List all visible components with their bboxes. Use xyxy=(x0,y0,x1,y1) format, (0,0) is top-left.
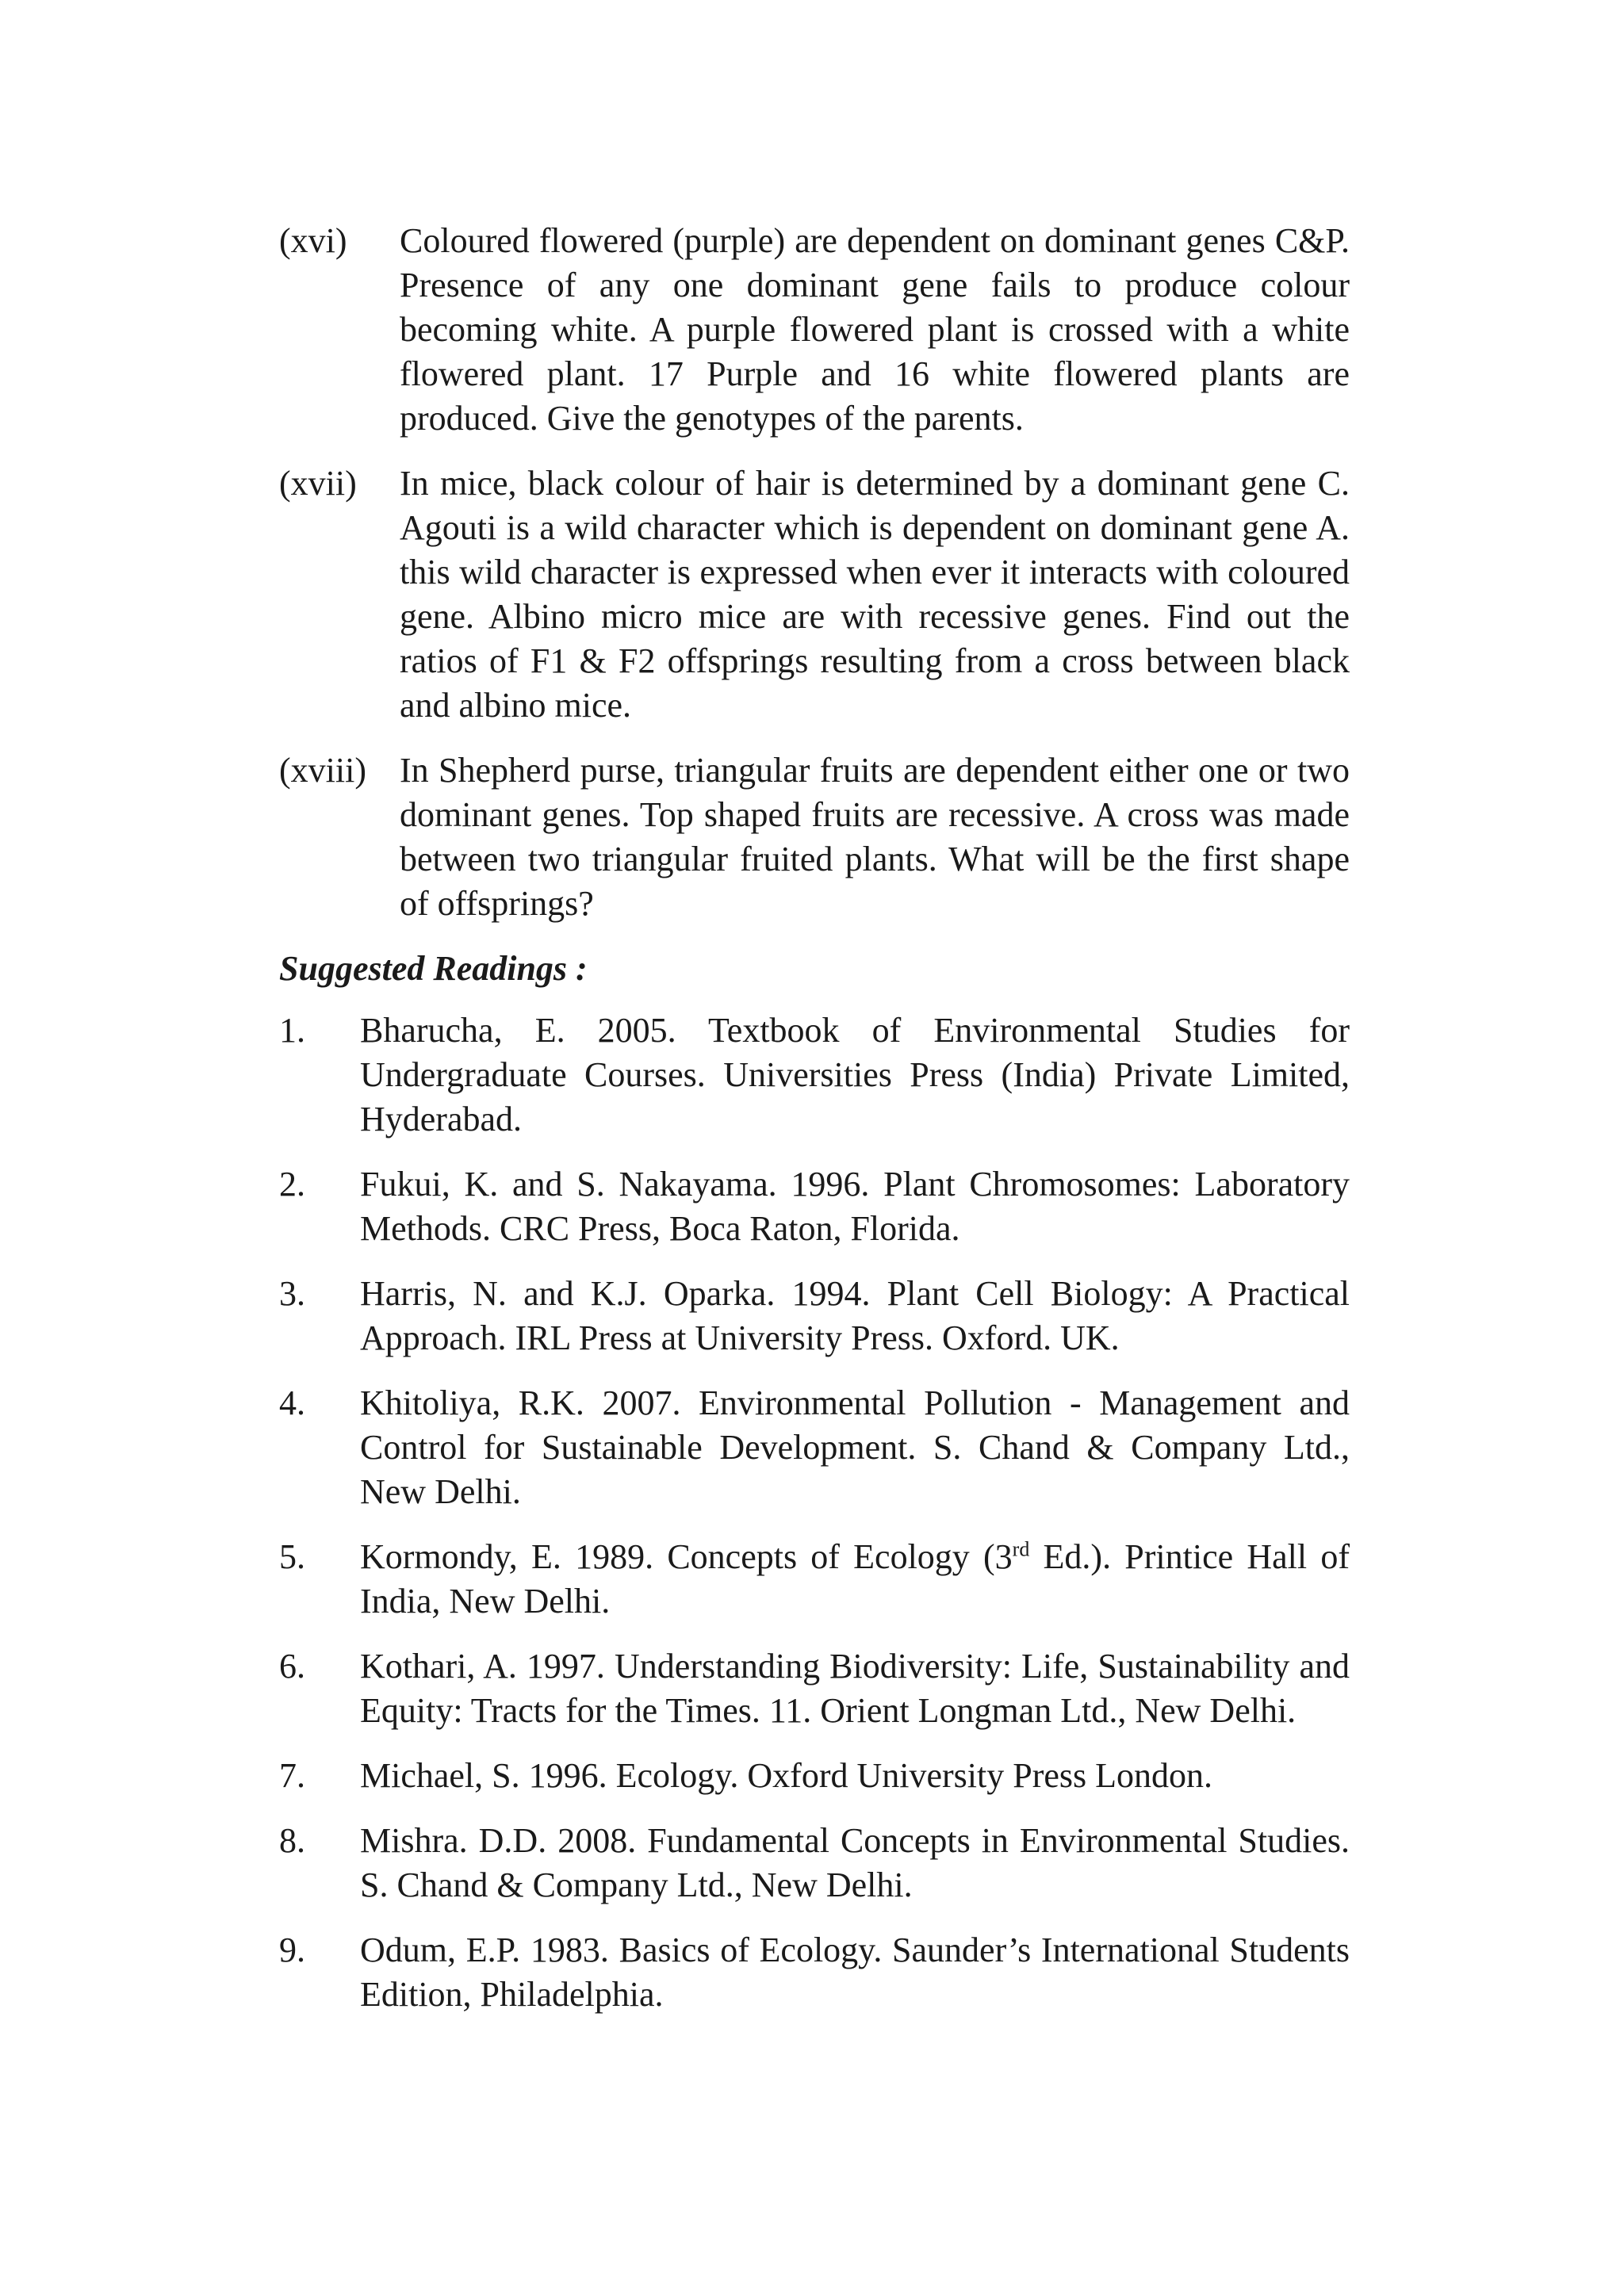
reading-number: 6. xyxy=(279,1647,305,1686)
reading-text: Kothari, A. 1997. Understanding Biodiversity: Life, Sustainability and Equity: Tracts for the Times. 11. Orient Longman Ltd., New Delhi. xyxy=(360,1647,1350,1730)
question-text: In mice, black colour of hair is determined by a dominant gene C. Agouti is a wild character which is dependent on dominant gene A. this wild character is expressed when ever it interacts with coloured gene. Albino micro mice are with recessive genes. Find out the ratios of F1 & F2 offsprings resulting from a cross between black and albino mice. xyxy=(400,464,1350,725)
question-item xyxy=(279,461,1350,728)
question-text: Coloured flowered (purple) are dependent on dominant genes C&P. Presence of any one dominant gene fails to produce colour becoming white. A purple flowered plant is crossed with a white flowered plant. 17 Purple and 16 white flowered plants are produced. Give the genotypes of the parents. xyxy=(400,221,1350,438)
reading-item xyxy=(279,1381,1350,1514)
question-text: In Shepherd purse, triangular fruits are dependent either one or two dominant genes. Top shaped fruits are recessive. A cross was made between two triangular fruited plants. What will be the first shape of offsprings? xyxy=(400,751,1350,923)
reading-text: Michael, S. 1996. Ecology. Oxford University Press London. xyxy=(360,1756,1213,1795)
reading-text: Harris, N. and K.J. Oparka. 1994. Plant Cell Biology: A Practical Approach. IRL Press at University Press. Oxford. UK. xyxy=(360,1274,1350,1357)
question-number: (xvi) xyxy=(279,221,347,260)
reading-number: 9. xyxy=(279,1931,305,1969)
reading-number: 4. xyxy=(279,1383,305,1422)
reading-item xyxy=(279,1928,1350,2017)
reading-item xyxy=(279,1162,1350,1251)
reading-number: 5. xyxy=(279,1537,305,1576)
reading-number: 3. xyxy=(279,1274,305,1313)
reading-text-part: Ed.). Printice Hall of India, New Delhi. xyxy=(360,1537,1350,1621)
reading-item xyxy=(279,1008,1350,1142)
reading-item xyxy=(279,1819,1350,1908)
reading-text: Odum, E.P. 1983. Basics of Ecology. Saunder’s International Students Edition, Philadelphia. xyxy=(360,1931,1350,2014)
reading-text-part: Kormondy, E. 1989. Concepts of Ecology (3 xyxy=(360,1537,1013,1576)
suggested-readings-heading: Suggested Readings : xyxy=(279,949,588,988)
reading-number: 1. xyxy=(279,1011,305,1050)
reading-item xyxy=(279,1754,1350,1798)
reading-number: 8. xyxy=(279,1821,305,1860)
question-item xyxy=(279,748,1350,926)
reading-item xyxy=(279,1535,1350,1624)
reading-text: Khitoliya, R.K. 2007. Environmental Pollution - Management and Control for Sustainable Development. S. Chand & Company Ltd., New Delhi. xyxy=(360,1383,1350,1511)
reading-text: Bharucha, E. 2005. Textbook of Environmental Studies for Undergraduate Courses. Universities Press (India) Private Limited, Hyderabad. xyxy=(360,1011,1350,1138)
superscript-ordinal: rd xyxy=(1012,1537,1030,1561)
reading-number: 2. xyxy=(279,1165,305,1203)
reading-text: Fukui, K. and S. Nakayama. 1996. Plant Chromosomes: Laboratory Methods. CRC Press, Boca Raton, Florida. xyxy=(360,1165,1350,1248)
question-number: (xviii) xyxy=(279,751,366,790)
reading-number: 7. xyxy=(279,1756,305,1795)
question-item xyxy=(279,219,1350,441)
reading-item xyxy=(279,1272,1350,1360)
reading-item xyxy=(279,1644,1350,1733)
question-number: (xvii) xyxy=(279,464,357,503)
reading-text xyxy=(360,1535,1350,1624)
document-page xyxy=(279,219,1350,2038)
reading-text: Mishra. D.D. 2008. Fundamental Concepts in Environmental Studies. S. Chand & Company Ltd., New Delhi. xyxy=(360,1821,1350,1904)
